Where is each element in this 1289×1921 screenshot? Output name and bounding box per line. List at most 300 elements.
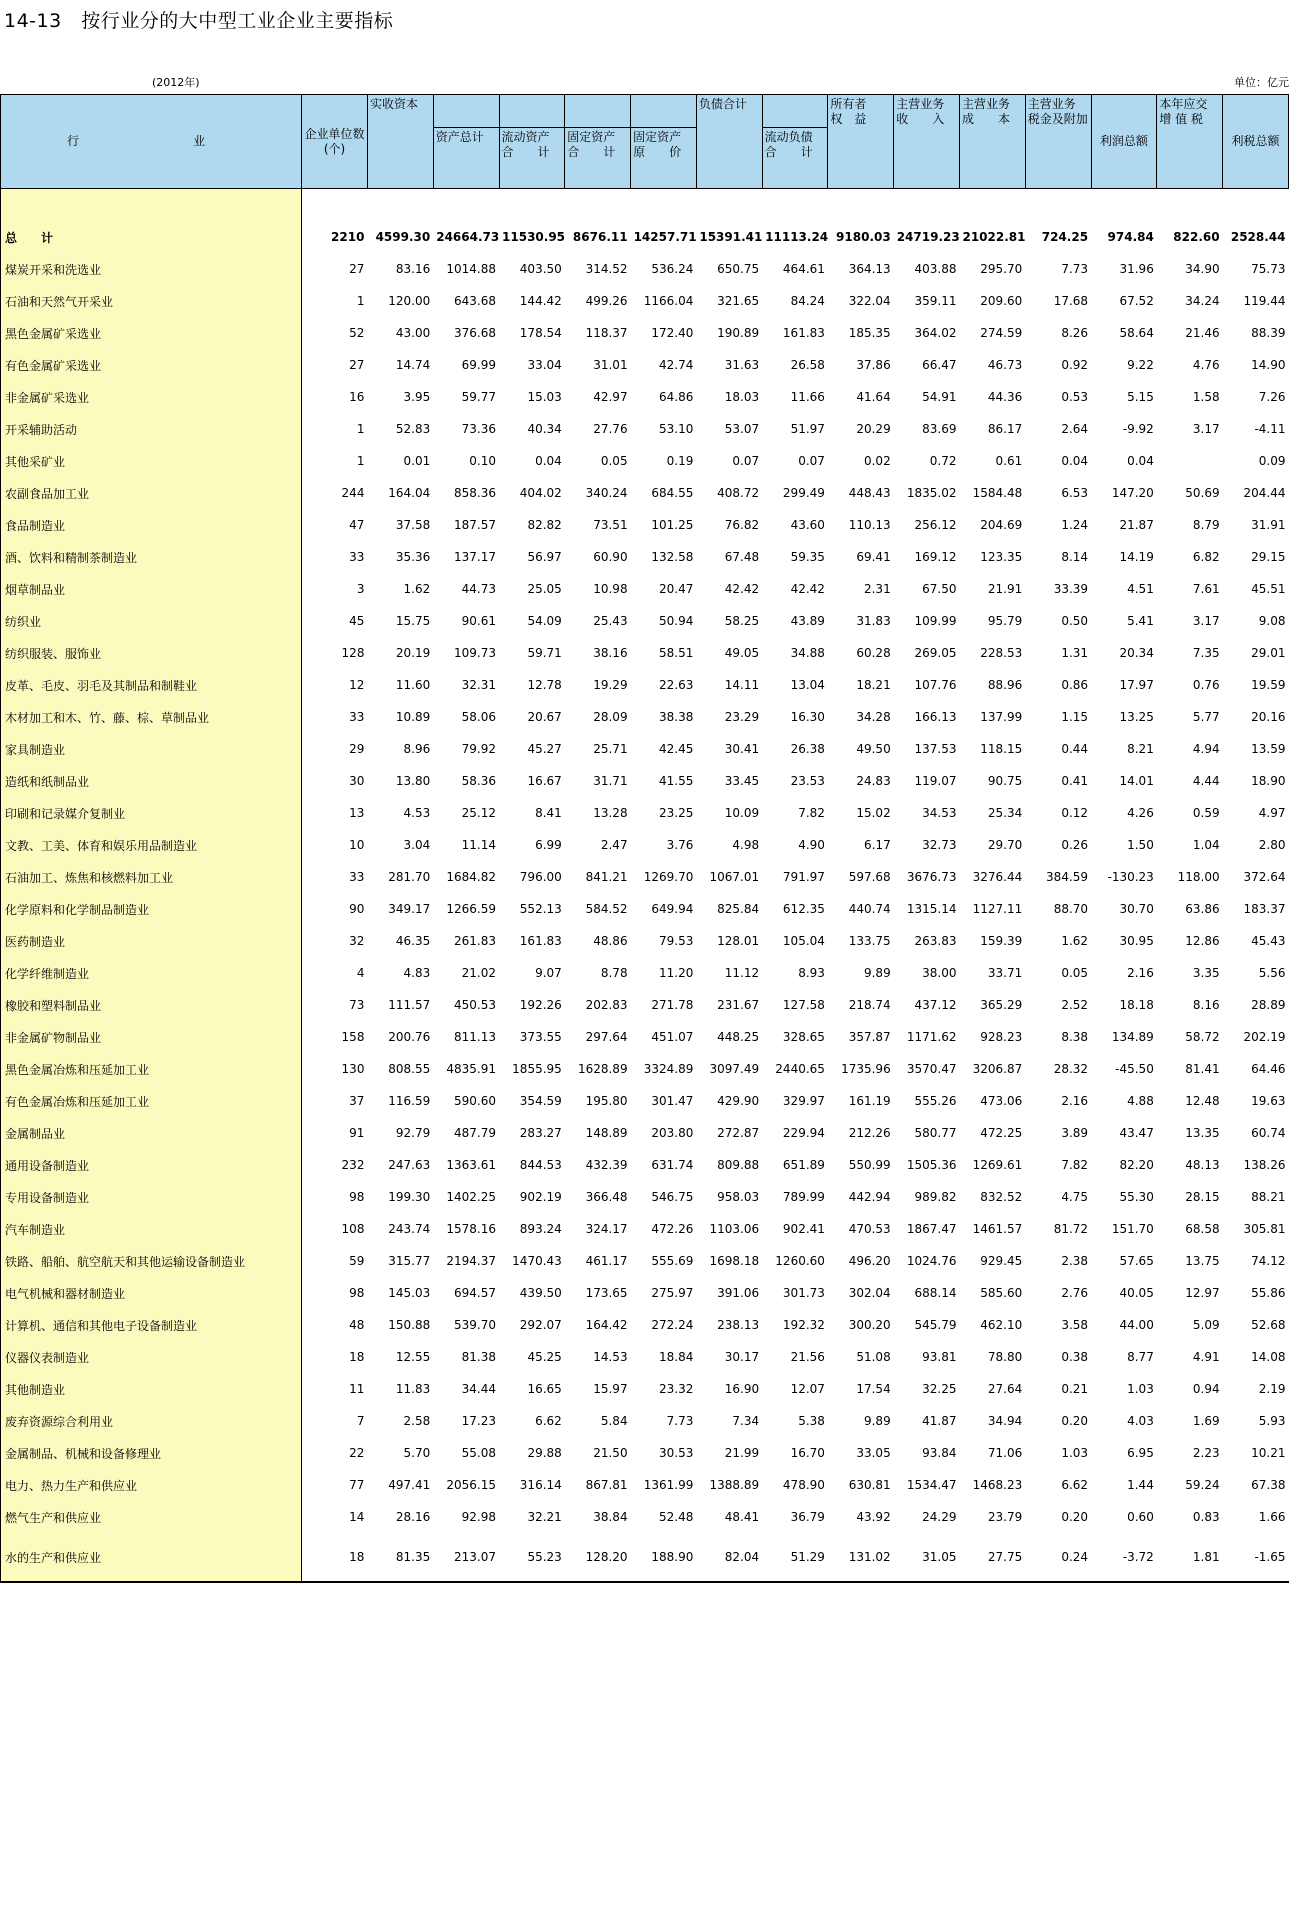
table-cell: 18.84	[659, 1350, 694, 1364]
table-cell: 26.38	[790, 742, 825, 756]
table-cell: 448.43	[848, 486, 891, 500]
table-cell: 134.89	[1111, 1030, 1154, 1044]
table-cell: 79.92	[461, 742, 497, 756]
table-cell: 329.97	[782, 1094, 825, 1108]
table-row	[1, 669, 1289, 701]
table-cell: 34.24	[1185, 294, 1220, 308]
table-cell: 25.12	[461, 806, 497, 820]
table-cell: 0.04	[535, 454, 562, 468]
table-cell: 4.03	[1127, 1414, 1154, 1428]
header-industry: 行 业	[1, 95, 302, 189]
table-cell: 550.99	[848, 1158, 891, 1172]
table-cell: 29	[349, 742, 365, 756]
header-fixed-orig-top	[631, 95, 697, 128]
header-cost: 主营业务 成 本	[959, 95, 1025, 189]
table-cell: 35.36	[395, 550, 431, 564]
table-cell: 4835.91	[446, 1062, 497, 1076]
table-cell: 1470.43	[512, 1254, 562, 1268]
table-cell: 448.25	[717, 1030, 760, 1044]
table-cell: 54.09	[527, 614, 562, 628]
table-cell: 31.05	[894, 1533, 960, 1582]
table-cell: 42.97	[593, 390, 628, 404]
table-cell: 46.35	[395, 934, 431, 948]
industry-name: 仪器仪表制造业	[1, 1341, 302, 1373]
table-cell: 37.86	[856, 358, 891, 372]
table-cell: 42.42	[790, 582, 825, 596]
table-cell: 7.73	[1061, 262, 1089, 276]
table-cell: 15.97	[593, 1382, 628, 1396]
table-cell: 301.73	[782, 1286, 825, 1300]
table-cell: 34.90	[1185, 262, 1220, 276]
table-cell: 46.73	[987, 358, 1023, 372]
industry-name: 黑色金属矿采选业	[1, 317, 302, 349]
table-cell: 1.04	[1192, 838, 1220, 852]
table-cell: 20.34	[1119, 646, 1154, 660]
table-cell: 178.54	[519, 326, 562, 340]
table-cell: 98	[349, 1286, 365, 1300]
table-cell: 0.26	[1061, 838, 1089, 852]
table-cell: 209.60	[980, 294, 1023, 308]
table-cell: 0.04	[1061, 454, 1089, 468]
table-cell: 64.86	[659, 390, 694, 404]
table-cell: 8676.11	[572, 230, 628, 244]
table-cell: 148.89	[585, 1126, 628, 1140]
table-row	[1, 925, 1289, 957]
table-cell: 33.45	[724, 774, 760, 788]
table-cell: 9.89	[863, 966, 891, 980]
header-current-liab-top	[762, 95, 828, 128]
table-cell: 20.47	[659, 582, 694, 596]
table-cell: 7.73	[666, 1414, 694, 1428]
table-cell: 161.83	[782, 326, 825, 340]
table-row	[1, 637, 1289, 669]
industry-name: 皮革、毛皮、羽毛及其制品和制鞋业	[1, 669, 302, 701]
table-cell: 630.81	[848, 1478, 891, 1492]
table-cell: 32.21	[527, 1510, 562, 1524]
table-cell: 244	[341, 486, 365, 500]
table-cell: 33.39	[1053, 582, 1089, 596]
table-cell: 10.89	[395, 710, 431, 724]
table-cell: 1269.61	[972, 1158, 1023, 1172]
table-cell: 1363.61	[446, 1158, 497, 1172]
table-cell: 202.19	[1243, 1030, 1286, 1044]
table-cell: 272.87	[717, 1126, 760, 1140]
header-current-assets: 流动资产 合 计	[499, 128, 565, 189]
table-cell: 27.76	[593, 422, 628, 436]
table-cell: 192.32	[782, 1318, 825, 1332]
table-cell: 4	[356, 966, 365, 980]
table-cell: 13.75	[1185, 1254, 1220, 1268]
table-cell: 8.77	[1127, 1350, 1154, 1364]
table-cell: 2.64	[1061, 422, 1089, 436]
table-row	[1, 1117, 1289, 1149]
table-cell: 218.74	[848, 998, 891, 1012]
table-row	[1, 349, 1289, 381]
table-cell: 16.65	[527, 1382, 562, 1396]
table-cell: 0.20	[1061, 1510, 1089, 1524]
table-cell: 28.15	[1185, 1190, 1220, 1204]
table-cell: 0.53	[1061, 390, 1089, 404]
industry-name: 家具制造业	[1, 733, 302, 765]
table-cell: 204.69	[980, 518, 1023, 532]
table-cell: 3.89	[1061, 1126, 1089, 1140]
industry-name: 金属制品、机械和设备修理业	[1, 1437, 302, 1469]
table-cell: 33.04	[527, 358, 562, 372]
header-current-liab: 流动负债 合 计	[762, 128, 828, 189]
table-cell: 150.88	[388, 1318, 431, 1332]
table-cell: 364.13	[848, 262, 891, 276]
table-cell: 33.05	[856, 1446, 891, 1460]
table-cell: 928.23	[980, 1030, 1023, 1044]
table-cell: 328.65	[782, 1030, 825, 1044]
table-cell: 684.55	[651, 486, 694, 500]
table-cell: 20.16	[1251, 710, 1286, 724]
table-cell: 364.02	[914, 326, 957, 340]
table-cell: 128	[341, 646, 365, 660]
table-cell: 195.80	[585, 1094, 628, 1108]
table-cell: 0.09	[1258, 454, 1286, 468]
table-row	[1, 829, 1289, 861]
table-cell: 5.15	[1127, 390, 1154, 404]
table-cell: 2.16	[1127, 966, 1154, 980]
table-cell: 902.19	[519, 1190, 562, 1204]
table-cell: 107.76	[914, 678, 957, 692]
table-cell: 8.41	[535, 806, 562, 820]
table-cell: 497.41	[388, 1478, 431, 1492]
table-cell: 204.44	[1243, 486, 1286, 500]
header-liabilities: 负债合计	[696, 95, 762, 189]
table-row	[1, 477, 1289, 509]
table-cell: 161.19	[848, 1094, 891, 1108]
table-cell: 23.29	[724, 710, 760, 724]
table-row	[1, 1245, 1289, 1277]
table-cell: 7.26	[1258, 390, 1286, 404]
table-cell: 13.04	[790, 678, 825, 692]
table-cell: 48.13	[1185, 1158, 1220, 1172]
table-cell: 3206.87	[972, 1062, 1023, 1076]
table-cell: 58.51	[659, 646, 694, 660]
table-cell: 16.70	[790, 1446, 825, 1460]
table-cell: 76.82	[724, 518, 760, 532]
table-cell: 24.29	[922, 1510, 957, 1524]
table-cell: 132.58	[651, 550, 694, 564]
table-cell: 3570.47	[906, 1062, 957, 1076]
table-cell: 45.51	[1251, 582, 1286, 596]
table-cell: 1.62	[1061, 934, 1089, 948]
table-cell: 536.24	[651, 262, 694, 276]
table-cell: 98	[349, 1190, 365, 1204]
table-cell: 41.55	[659, 774, 694, 788]
table-cell: 14257.71	[633, 230, 697, 244]
table-cell: 8.78	[600, 966, 628, 980]
table-cell: 82.20	[1119, 1158, 1154, 1172]
table-cell: 81.38	[461, 1350, 497, 1364]
table-cell: 14.74	[395, 358, 431, 372]
table-cell: 64.46	[1251, 1062, 1286, 1076]
table-cell: 34.94	[987, 1414, 1023, 1428]
table-cell: 43.92	[856, 1510, 891, 1524]
table-cell: 172.40	[651, 326, 694, 340]
table-row	[1, 1213, 1289, 1245]
table-cell: 2210	[331, 230, 365, 244]
table-cell: 25.05	[527, 582, 562, 596]
table-cell: 269.05	[914, 646, 957, 660]
table-cell: 893.24	[519, 1222, 562, 1236]
table-cell: 0.20	[1061, 1414, 1089, 1428]
table-cell: 2.23	[1192, 1446, 1220, 1460]
table-cell: 40.34	[527, 422, 562, 436]
table-cell: 31.01	[593, 358, 628, 372]
table-cell: 20.19	[395, 646, 431, 660]
table-cell: 0.07	[798, 454, 825, 468]
table-cell: 21.46	[1185, 326, 1220, 340]
table-cell: 43.00	[395, 326, 431, 340]
table-cell: 31.63	[724, 358, 760, 372]
table-row	[1, 701, 1289, 733]
table-cell: 0.05	[600, 454, 628, 468]
table-cell: 203.80	[651, 1126, 694, 1140]
table-cell: 13.80	[395, 774, 431, 788]
table-cell: 50.69	[1185, 486, 1220, 500]
table-cell: 811.13	[454, 1030, 497, 1044]
table-cell: 164.04	[388, 486, 431, 500]
table-cell: 58.64	[1119, 326, 1154, 340]
industry-name: 烟草制品业	[1, 573, 302, 605]
table-cell: 1855.95	[512, 1062, 562, 1076]
table-cell: 858.36	[454, 486, 497, 500]
table-cell: 789.99	[782, 1190, 825, 1204]
table-cell: 24664.73	[436, 230, 500, 244]
table-cell: 58.36	[461, 774, 497, 788]
table-row	[1, 989, 1289, 1021]
table-cell: 0.01	[403, 454, 431, 468]
table-cell: 131.02	[828, 1533, 894, 1582]
header-current-assets-top	[499, 95, 565, 128]
spacer-row	[1, 189, 1289, 222]
table-cell: 12.97	[1185, 1286, 1220, 1300]
table-cell: 8.16	[1192, 998, 1220, 1012]
table-cell: 302.04	[848, 1286, 891, 1300]
table-cell: 30.17	[724, 1350, 760, 1364]
table-cell: 18.90	[1251, 774, 1286, 788]
table-row	[1, 509, 1289, 541]
table-cell: 974.84	[1107, 230, 1154, 244]
table-cell: 48.86	[593, 934, 628, 948]
table-cell: 365.29	[980, 998, 1023, 1012]
table-cell: 159.39	[980, 934, 1023, 948]
table-cell: 451.07	[651, 1030, 694, 1044]
table-cell: 314.52	[585, 262, 628, 276]
table-cell: 84.24	[790, 294, 825, 308]
table-cell: 1584.48	[972, 486, 1023, 500]
table-cell: 3.17	[1192, 614, 1220, 628]
table-cell: 147.20	[1111, 486, 1154, 500]
table-cell: 66.47	[922, 358, 957, 372]
table-cell: 133.75	[848, 934, 891, 948]
header-fixed-assets: 固定资产 合 计	[565, 128, 631, 189]
table-cell: 54.91	[922, 390, 957, 404]
table-cell: 3.35	[1192, 966, 1220, 980]
table-cell: 109.73	[454, 646, 497, 660]
table-row	[1, 797, 1289, 829]
table-cell: 28.09	[593, 710, 628, 724]
table-cell: 32.31	[461, 678, 497, 692]
table-cell: 404.02	[519, 486, 562, 500]
table-cell: 359.11	[914, 294, 957, 308]
table-cell: 11.20	[659, 966, 694, 980]
table-cell: 2440.65	[775, 1062, 825, 1076]
industry-name: 计算机、通信和其他电子设备制造业	[1, 1309, 302, 1341]
header-revenue: 主营业务 收 入	[894, 95, 960, 189]
table-cell: 3	[356, 582, 365, 596]
table-row	[1, 285, 1289, 317]
table-cell: 45.27	[527, 742, 562, 756]
table-cell: 9.08	[1258, 614, 1286, 628]
table-row	[1, 1533, 1289, 1582]
table-cell: 12	[349, 678, 365, 692]
table-cell: 52.83	[395, 422, 431, 436]
table-cell: 958.03	[717, 1190, 760, 1204]
table-cell: 42.42	[724, 582, 760, 596]
table-cell: 4.91	[1192, 1350, 1220, 1364]
table-row	[1, 413, 1289, 445]
table-cell: 10.98	[593, 582, 628, 596]
table-cell: 33	[349, 550, 365, 564]
table-cell: 188.90	[631, 1533, 697, 1582]
table-cell: 119.07	[914, 774, 957, 788]
table-cell: 0.10	[469, 454, 497, 468]
table-cell: 243.74	[388, 1222, 431, 1236]
table-cell: 8.93	[798, 966, 825, 980]
table-cell: 34.28	[856, 710, 891, 724]
header-fixed-orig: 固定资产 原 价	[631, 128, 697, 189]
table-cell: 1461.57	[972, 1222, 1023, 1236]
table-cell: 470.53	[848, 1222, 891, 1236]
industry-name: 汽车制造业	[1, 1213, 302, 1245]
table-cell: 5.38	[798, 1414, 825, 1428]
table-cell: 1	[356, 294, 365, 308]
table-cell: 724.25	[1041, 230, 1089, 244]
table-cell: 791.97	[782, 870, 825, 884]
table-cell: 300.20	[848, 1318, 891, 1332]
table-row-total	[1, 221, 1289, 253]
table-cell: 11.66	[790, 390, 825, 404]
table-cell: 1468.23	[972, 1478, 1023, 1492]
table-row	[1, 541, 1289, 573]
industry-name: 专用设备制造业	[1, 1181, 302, 1213]
table-row	[1, 1405, 1289, 1437]
table-cell: 55.08	[461, 1446, 497, 1460]
table-cell: 7.34	[732, 1414, 760, 1428]
table-cell: 74.12	[1251, 1254, 1286, 1268]
table-cell: 539.70	[454, 1318, 497, 1332]
table-cell: 137.99	[980, 710, 1023, 724]
table-cell: 3.95	[403, 390, 431, 404]
header-capital: 实收资本	[367, 95, 433, 189]
table-cell: 51.97	[790, 422, 825, 436]
table-cell: 29.88	[527, 1446, 562, 1460]
table-cell: 13.35	[1185, 1126, 1220, 1140]
table-cell: 49.05	[724, 646, 760, 660]
table-cell: 0.61	[995, 454, 1023, 468]
table-cell: 192.26	[519, 998, 562, 1012]
table-cell: 90	[349, 902, 365, 916]
header-vat: 本年应交 增 值 税	[1157, 95, 1223, 189]
table-cell: 295.70	[980, 262, 1023, 276]
table-cell: 1103.06	[709, 1222, 760, 1236]
table-cell: 372.64	[1243, 870, 1286, 884]
table-cell: 58.25	[724, 614, 760, 628]
table-cell: 25.71	[593, 742, 628, 756]
table-cell: 19.63	[1251, 1094, 1286, 1108]
table-cell: 50.94	[659, 614, 694, 628]
industry-name: 纺织业	[1, 605, 302, 637]
table-cell: 48.41	[724, 1510, 760, 1524]
table-cell: 38.84	[593, 1510, 628, 1524]
table-cell: 120.00	[388, 294, 431, 308]
table-cell: 4.98	[732, 838, 760, 852]
table-cell: 30	[349, 774, 365, 788]
table-cell: 649.94	[651, 902, 694, 916]
table-cell: 52.68	[1251, 1318, 1286, 1332]
table-cell: 631.74	[651, 1158, 694, 1172]
table-cell: 12.86	[1185, 934, 1220, 948]
table-cell: 73.51	[593, 518, 628, 532]
table-cell: 1269.70	[643, 870, 694, 884]
table-cell: 33.71	[987, 966, 1023, 980]
table-cell: 2.38	[1061, 1254, 1089, 1268]
table-cell: 41.64	[856, 390, 891, 404]
table-cell: 0.12	[1061, 806, 1089, 820]
table-cell: 48	[349, 1318, 365, 1332]
table-cell: 187.57	[454, 518, 497, 532]
table-row	[1, 1149, 1289, 1181]
table-row	[1, 253, 1289, 285]
table-row	[1, 893, 1289, 925]
table-cell: 19.29	[593, 678, 628, 692]
table-cell: 437.12	[914, 998, 957, 1012]
industry-name: 非金属矿物制品业	[1, 1021, 302, 1053]
industry-name: 水的生产和供应业	[1, 1533, 302, 1582]
table-row	[1, 1277, 1289, 1309]
table-cell: 81.41	[1185, 1062, 1220, 1076]
table-cell: 79.53	[659, 934, 694, 948]
header-equity: 所有者 权 益	[828, 95, 894, 189]
table-cell: 0.83	[1192, 1510, 1220, 1524]
table-cell: 15.03	[527, 390, 562, 404]
table-cell: 4.88	[1127, 1094, 1154, 1108]
industry-name: 总 计	[1, 221, 302, 253]
table-cell: 14.11	[724, 678, 760, 692]
table-cell: 499.26	[585, 294, 628, 308]
industry-name: 黑色金属冶炼和压延加工业	[1, 1053, 302, 1085]
table-cell: 11.60	[395, 678, 431, 692]
table-cell: 1171.62	[906, 1030, 957, 1044]
table-cell: 213.07	[433, 1533, 499, 1582]
industry-name: 有色金属冶炼和压延加工业	[1, 1085, 302, 1117]
table-cell: 0.86	[1061, 678, 1089, 692]
page-title: 14-13 按行业分的大中型工业企业主要指标	[4, 10, 394, 32]
table-row	[1, 1085, 1289, 1117]
table-cell: 24.83	[856, 774, 891, 788]
table-cell: 261.83	[454, 934, 497, 948]
table-cell: 2.52	[1061, 998, 1089, 1012]
table-cell: 1.69	[1192, 1414, 1220, 1428]
table-cell: 3276.44	[972, 870, 1023, 884]
table-cell: 47	[349, 518, 365, 532]
table-cell: 1266.59	[446, 902, 497, 916]
table-cell: 45	[349, 614, 365, 628]
